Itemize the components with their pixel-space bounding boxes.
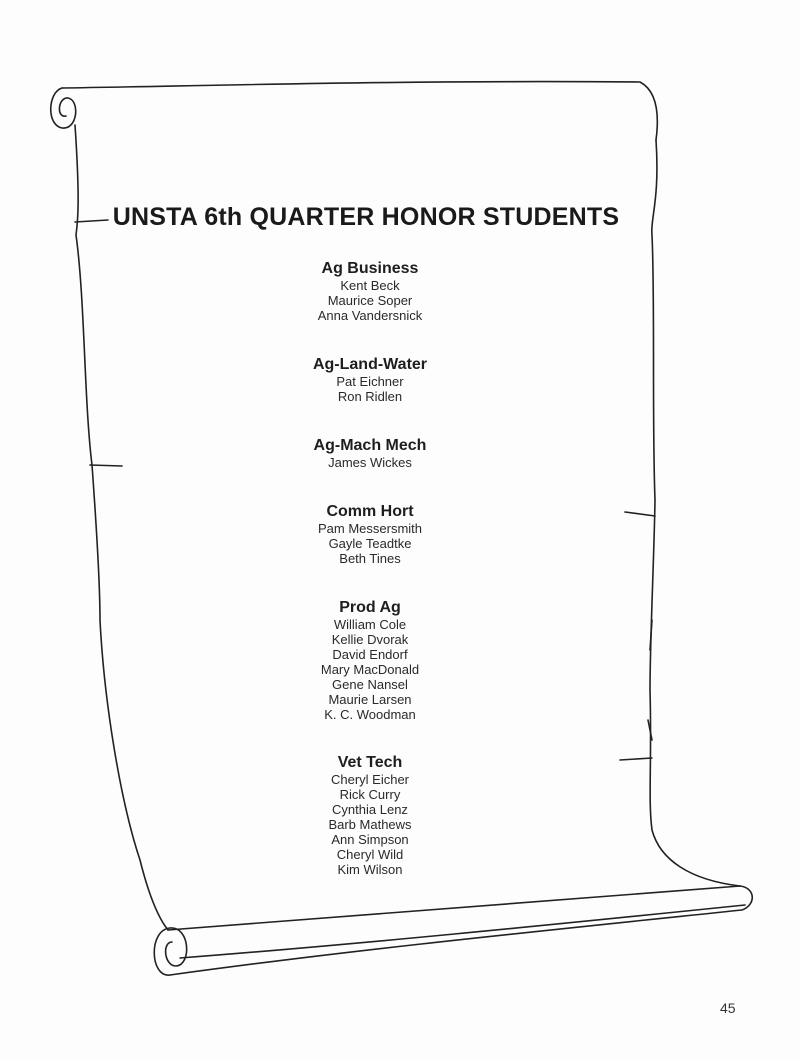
student-name: Ron Ridlen [337,389,403,404]
student-name: Rick Curry [339,787,401,802]
student-name: Ann Simpson [331,832,409,847]
scroll-bottom-roll [168,886,752,975]
student-name: Pat Eichner [336,374,404,389]
honor-section [270,356,470,404]
section-heading: Ag-Land-Water [312,356,428,373]
student-name: Anna Vandersnick [317,308,423,323]
scroll-right-edge [650,140,740,886]
scroll-bottom-edge [180,905,745,958]
student-name: William Cole [333,617,407,632]
student-name: Maurice Soper [327,293,413,308]
scroll-top-edge [62,82,657,140]
student-name: David Endorf [332,647,408,662]
student-name: Mary MacDonald [320,662,420,677]
student-name: Kellie Dvorak [331,632,409,647]
section-heading: Comm Hort [326,503,414,520]
student-name: Cheryl Eicher [330,772,410,787]
student-name: James Wickes [328,455,412,470]
student-name: K. C. Woodman [324,707,416,722]
section-heading: Ag Business [321,260,419,277]
student-name: Kim Wilson [337,862,403,877]
student-name: Cynthia Lenz [332,802,408,817]
student-name: Beth Tines [339,551,401,566]
honor-section [270,754,470,877]
student-name: Gene Nansel [332,677,408,692]
student-name: Pam Messersmith [317,521,423,536]
student-name: Gayle Teadtke [328,536,412,551]
page-title: UNSTA 6th QUARTER HONOR STUDENTS [112,203,620,231]
student-name: Barb Mathews [328,817,412,832]
page-number: 45 [720,1000,736,1016]
student-name: Maurie Larsen [328,692,412,707]
scroll-top-curl-icon [51,88,76,128]
scroll-bottom-curl-icon [154,928,186,975]
honor-section [270,503,470,566]
honor-section [270,599,470,722]
section-heading: Prod Ag [339,599,401,616]
honor-section [270,260,470,323]
section-heading: Ag-Mach Mech [313,437,427,454]
honor-section [270,437,470,470]
section-heading: Vet Tech [337,754,403,771]
student-name: Kent Beck [340,278,400,293]
student-name: Cheryl Wild [336,847,404,862]
scroll-left-edge [75,125,168,930]
